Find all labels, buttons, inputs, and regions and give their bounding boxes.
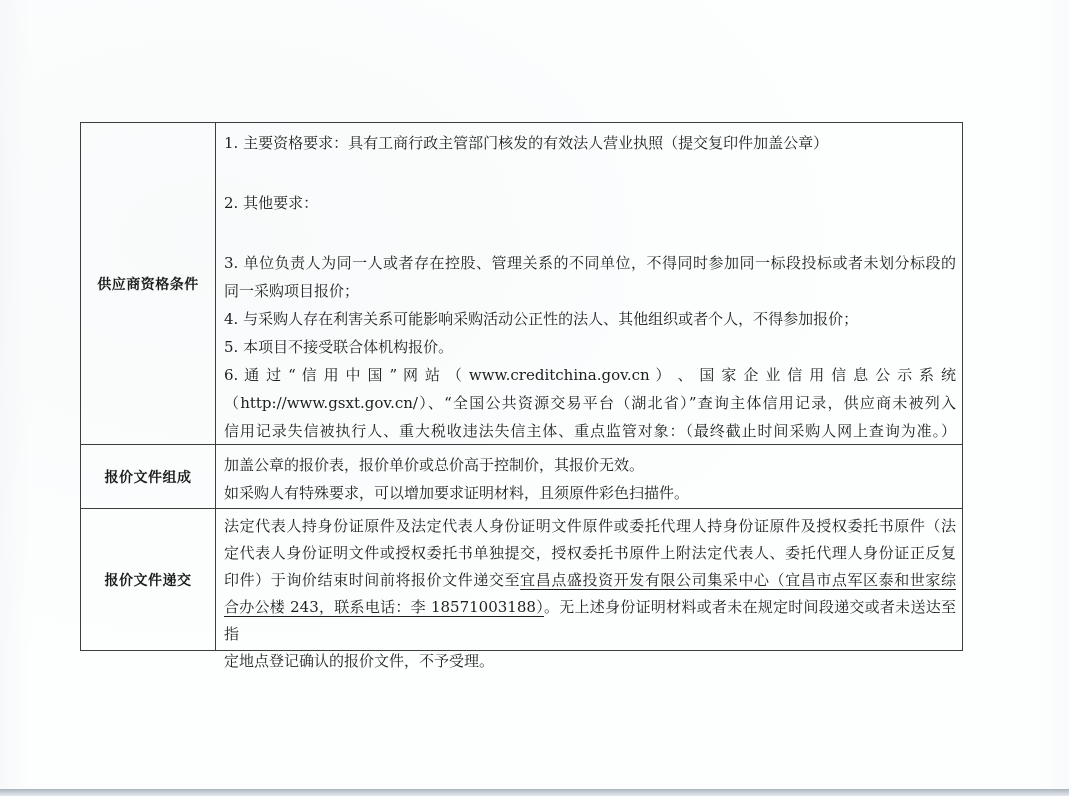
- underlined-text: 合办公楼 243，联系电话：李 18571003188）: [224, 598, 544, 616]
- content-line: [224, 361, 956, 389]
- row-content: [216, 445, 962, 508]
- text-segment: （http://www.gsxt.gov.cn/）、“全国公共资源交易平台（湖北省）”查询主体信用记录，供应商未被列入: [224, 394, 956, 412]
- text-segment: 6. 通 过 “ 信 用 中 国 ” 网 站 （ www.creditchina.gov.cn ） 、 国 家 企 业 信 用 信 息 公 示 系 统: [224, 366, 956, 384]
- content-line: [224, 249, 956, 277]
- text-segment: 3. 单位负责人为同一人或者存在控股、管理关系的不同单位，不得同时参加同一标段投标或者未划分标段的: [224, 254, 956, 272]
- text-segment: 同一采购项目报价；: [224, 282, 360, 300]
- text-segment: 定地点登记确认的报价文件，不予受理。: [224, 652, 495, 670]
- content-line: [224, 129, 956, 157]
- text-segment: 信用记录失信被执行人、重大税收违法失信主体、重点监管对象：（最终截止时间采购人网上查询为准。）: [224, 422, 956, 440]
- text-segment: 印件）于询价结束时间前将报价文件递交至: [224, 571, 521, 589]
- text-segment: 如采购人有特殊要求，可以增加要求证明材料，且须原件彩色扫描件。: [224, 484, 690, 502]
- text-segment: 1. 主要资格要求：具有工商行政主管部门核发的有效法人营业执照（提交复印件加盖公章）: [224, 134, 829, 152]
- content-line: [224, 648, 956, 675]
- row-label: 供应商资格条件: [81, 123, 216, 444]
- content-line: [224, 189, 956, 217]
- content-line: [224, 540, 956, 567]
- underlined-text: 宜昌点盛投资开发有限公司集采中心（宜昌市点军区泰和世家综: [520, 571, 956, 589]
- table-row-quotation-document-composition: [81, 444, 962, 508]
- content-line: [224, 479, 956, 507]
- content-line: [224, 417, 956, 445]
- text-segment: 2. 其他要求：: [224, 194, 319, 212]
- text-segment: 。无上述身份证明材料或者未在规定时间段递交或者未送达至指: [224, 598, 956, 643]
- text-segment: 加盖公章的报价表，报价单价或总价高于控制价，其报价无效。: [224, 456, 645, 474]
- row-content: [216, 123, 962, 444]
- content-line: [224, 333, 956, 361]
- content-line: [224, 594, 956, 648]
- requirements-table: [80, 122, 963, 670]
- content-line: [224, 389, 956, 417]
- row-label: 报价文件递交: [81, 509, 216, 650]
- text-segment: 4. 与采购人存在利害关系可能影响采购活动公正性的法人、其他组织或者个人，不得参加报价；: [224, 310, 859, 328]
- table-row-supplier-qualification-conditions: [81, 123, 962, 444]
- text-segment: 5. 本项目不接受联合体机构报价。: [224, 338, 454, 356]
- content-line: [224, 305, 956, 333]
- row-label: 报价文件组成: [81, 445, 216, 508]
- content-line: [224, 277, 956, 305]
- scan-edge: [0, 789, 1069, 796]
- table-row-quotation-document-submission: [81, 508, 962, 670]
- content-line: [224, 513, 956, 540]
- text-segment: 法定代表人持身份证原件及法定代表人身份证明文件原件或委托代理人持身份证原件及授权委托书原件（法: [224, 517, 956, 535]
- content-line: [224, 451, 956, 479]
- content-line: [224, 567, 956, 594]
- text-segment: 定代表人身份证明文件或授权委托书单独提交，授权委托书原件上附法定代表人、委托代理人身份证正反复: [224, 544, 956, 562]
- row-content: [216, 509, 962, 670]
